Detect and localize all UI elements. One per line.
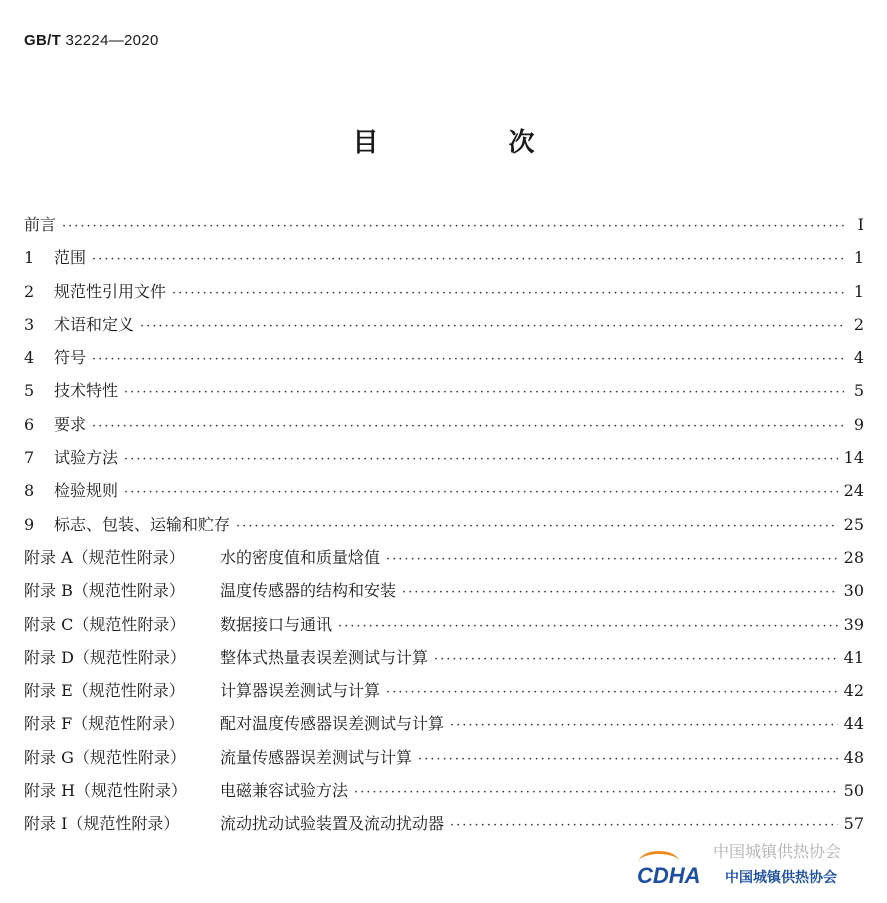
- toc-entry-page: 1: [853, 248, 864, 268]
- toc-entry-number: 9: [24, 514, 35, 534]
- toc-entry-foreword[interactable]: [24, 208, 864, 241]
- toc-entry-label: 要求: [54, 414, 87, 434]
- toc-entry-page: 42: [843, 681, 864, 701]
- toc-entry-annex-g[interactable]: [24, 741, 864, 774]
- toc-leader-dots: [418, 743, 838, 776]
- toc-entry-label: 检验规则: [54, 481, 119, 501]
- toc-leader-dots: [434, 643, 838, 676]
- toc-entry-9[interactable]: [24, 508, 864, 541]
- toc-entry-label: 标志、包装、运输和贮存: [54, 514, 231, 534]
- toc-entry-annex-c[interactable]: [24, 608, 864, 641]
- toc-entry-number: 2: [24, 281, 35, 301]
- annex-prefix: 附录 B（规范性附录）: [24, 581, 185, 601]
- toc-entry-2[interactable]: [24, 275, 864, 308]
- toc-entry-label: 配对温度传感器误差测试与计算: [220, 714, 445, 734]
- toc-leader-dots: [386, 543, 838, 576]
- toc-entry-page: 5: [853, 381, 864, 401]
- toc-leader-dots: [386, 676, 838, 709]
- toc-leader-dots: [236, 510, 838, 543]
- toc-entry-page: 25: [843, 514, 864, 534]
- toc-entry-label: 术语和定义: [54, 314, 135, 334]
- toc-entry-page: 4: [853, 348, 864, 368]
- cdha-logo: [637, 863, 701, 889]
- watermark: [637, 839, 867, 889]
- toc-entry-4[interactable]: [24, 341, 864, 374]
- toc-leader-dots: [92, 343, 844, 376]
- toc-entry-page: 30: [843, 581, 864, 601]
- toc-entry-page: 9: [853, 414, 864, 434]
- toc-leader-dots: [402, 576, 838, 609]
- toc-entry-label: 电磁兼容试验方法: [220, 781, 349, 801]
- toc-entry-label: 范围: [54, 248, 87, 268]
- toc-entry-label: 前言: [24, 215, 57, 234]
- annex-prefix: 附录 C（规范性附录）: [24, 614, 186, 634]
- standard-number: 32224—2020: [65, 32, 159, 49]
- annex-prefix: 附录 I（规范性附录）: [24, 814, 180, 834]
- toc-leader-dots: [124, 443, 838, 476]
- toc-leader-dots: [92, 410, 844, 443]
- standard-prefix: GB/T: [24, 32, 62, 49]
- toc-leader-dots: [450, 709, 838, 742]
- toc-entry-label: 计算器误差测试与计算: [220, 681, 381, 701]
- annex-prefix: 附录 E（规范性附录）: [24, 681, 185, 701]
- toc-entry-page: 48: [843, 747, 864, 767]
- toc-entry-number: 7: [24, 448, 35, 468]
- toc-entry-number: 4: [24, 348, 35, 368]
- toc-leader-dots: [124, 376, 844, 409]
- toc-entry-number: 3: [24, 314, 35, 334]
- standard-code: [24, 32, 159, 49]
- toc-entry-annex-a[interactable]: [24, 541, 864, 574]
- toc-entry-label: 流量传感器误差测试与计算: [220, 747, 413, 767]
- toc-entry-label: 数据接口与通讯: [220, 614, 333, 634]
- toc-entry-page: 57: [843, 814, 864, 834]
- toc-entry-number: 5: [24, 381, 35, 401]
- toc-entry-label: 水的密度值和质量焓值: [220, 547, 381, 567]
- toc-entry-8[interactable]: [24, 474, 864, 507]
- toc-entry-annex-i[interactable]: [24, 807, 864, 840]
- toc-entry-label: 试验方法: [54, 448, 119, 468]
- toc-leader-dots: [354, 776, 838, 809]
- toc-entry-page: 14: [843, 448, 864, 468]
- watermark-caption: 中国城镇供热协会: [712, 842, 841, 861]
- toc-entry-annex-f[interactable]: [24, 707, 864, 740]
- toc-entry-label: 符号: [54, 348, 87, 368]
- toc-entry-label: 技术特性: [54, 381, 119, 401]
- toc-entry-label: 规范性引用文件: [54, 281, 167, 301]
- toc-entry-7[interactable]: [24, 441, 864, 474]
- toc-entry-number: 6: [24, 414, 35, 434]
- annex-prefix: 附录 H（规范性附录）: [24, 781, 188, 801]
- toc-entry-label: 整体式热量表误差测试与计算: [220, 647, 429, 667]
- annex-prefix: 附录 G（规范性附录）: [24, 747, 186, 767]
- toc-entry-page: 44: [843, 714, 864, 734]
- toc-entry-3[interactable]: [24, 308, 864, 341]
- toc-leader-dots: [62, 210, 844, 243]
- toc-entry-label: 温度传感器的结构和安装: [220, 581, 397, 601]
- toc-entry-page: 2: [853, 314, 864, 334]
- toc-entry-6[interactable]: [24, 408, 864, 441]
- toc-entry-page: 1: [853, 281, 864, 301]
- annex-prefix: 附录 D（规范性附录）: [24, 647, 186, 667]
- logo-text: CDHA: [637, 863, 701, 888]
- toc-entry-annex-e[interactable]: [24, 674, 864, 707]
- toc-entry-5[interactable]: [24, 374, 864, 407]
- toc-entry-page: Ⅰ: [857, 215, 864, 234]
- table-of-contents: [24, 208, 864, 841]
- toc-leader-dots: [338, 610, 838, 643]
- annex-prefix: 附录 F（规范性附录）: [24, 714, 185, 734]
- logo-arc-icon: [639, 851, 679, 872]
- toc-entry-page: 39: [843, 614, 864, 634]
- toc-entry-annex-b[interactable]: [24, 574, 864, 607]
- toc-leader-dots: [172, 277, 844, 310]
- page-title: 目 次: [352, 128, 587, 158]
- toc-entry-annex-d[interactable]: [24, 641, 864, 674]
- toc-entry-page: 41: [843, 647, 864, 667]
- toc-leader-dots: [124, 476, 838, 509]
- toc-leader-dots: [92, 243, 844, 276]
- toc-leader-dots: [140, 310, 844, 343]
- toc-entry-page: 28: [843, 547, 864, 567]
- toc-entry-number: 8: [24, 481, 35, 501]
- toc-entry-label: 流动扰动试验装置及流动扰动器: [220, 814, 445, 834]
- toc-leader-dots: [450, 809, 838, 842]
- annex-prefix: 附录 A（规范性附录）: [24, 547, 185, 567]
- toc-entry-annex-h[interactable]: [24, 774, 864, 807]
- organization-name: 中国城镇供热协会: [725, 870, 837, 886]
- toc-entry-page: 50: [843, 781, 864, 801]
- toc-entry-1[interactable]: [24, 241, 864, 274]
- toc-entry-page: 24: [843, 481, 864, 501]
- toc-entry-number: 1: [24, 248, 35, 268]
